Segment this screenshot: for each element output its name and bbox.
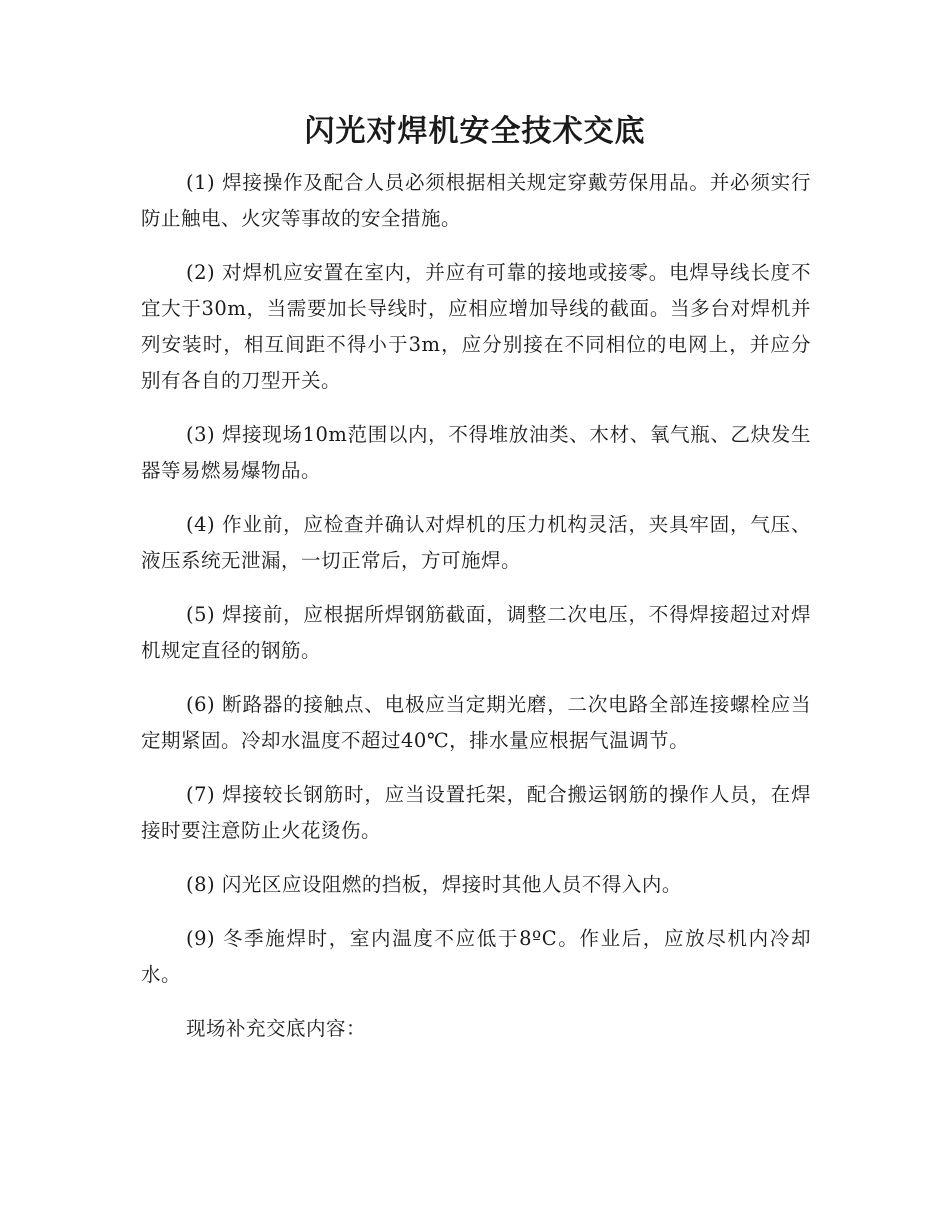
paragraph-8: (8) 闪光区应设阻燃的挡板，焊接时其他人员不得入内。 [186,873,682,896]
paragraph-2: (2) 对焊机应安置在室内，并应有可靠的接地或接零。电焊导线长度不宜大于30m，当需要加长导线时，应相应增加导线的截面。当多台对焊机并列安装时，相互间距不得小于3m，应分别接在不同相位的电网上，并应分别有各自的刀型开关。 [141,261,811,392]
paragraph-1: (1) 焊接操作及配合人员必须根据相关规定穿戴劳保用品。并必须实行防止触电、火灾等事故的安全措施。 [141,171,811,230]
paragraph-9: (9) 冬季施焊时，室内温度不应低于8ºC。作业后，应放尽机内冷却水。 [141,927,811,986]
paragraph-4: (4) 作业前，应检查并确认对焊机的压力机构灵活，夹具牢固，气压、液压系统无泄漏，一切正常后，方可施焊。 [141,513,811,572]
document-body [141,165,811,1065]
document-title: 闪光对焊机安全技术交底 [304,114,646,149]
supplementary-note: 现场补充交底内容： [186,1017,367,1040]
paragraph-7: (7) 焊接较长钢筋时，应当设置托架，配合搬运钢筋的操作人员，在焊接时要注意防止火花烫伤。 [141,783,811,842]
paragraph-5: (5) 焊接前，应根据所焊钢筋截面，调整二次电压，不得焊接超过对焊机规定直径的钢筋。 [141,603,811,662]
paragraph-3: (3) 焊接现场10m范围以内，不得堆放油类、木材、氧气瓶、乙炔发生器等易燃易爆物品。 [141,423,811,482]
paragraph-6: (6) 断路器的接触点、电极应当定期光磨，二次电路全部连接螺栓应当定期紧固。冷却水温度不超过40℃，排水量应根据气温调节。 [141,693,811,752]
